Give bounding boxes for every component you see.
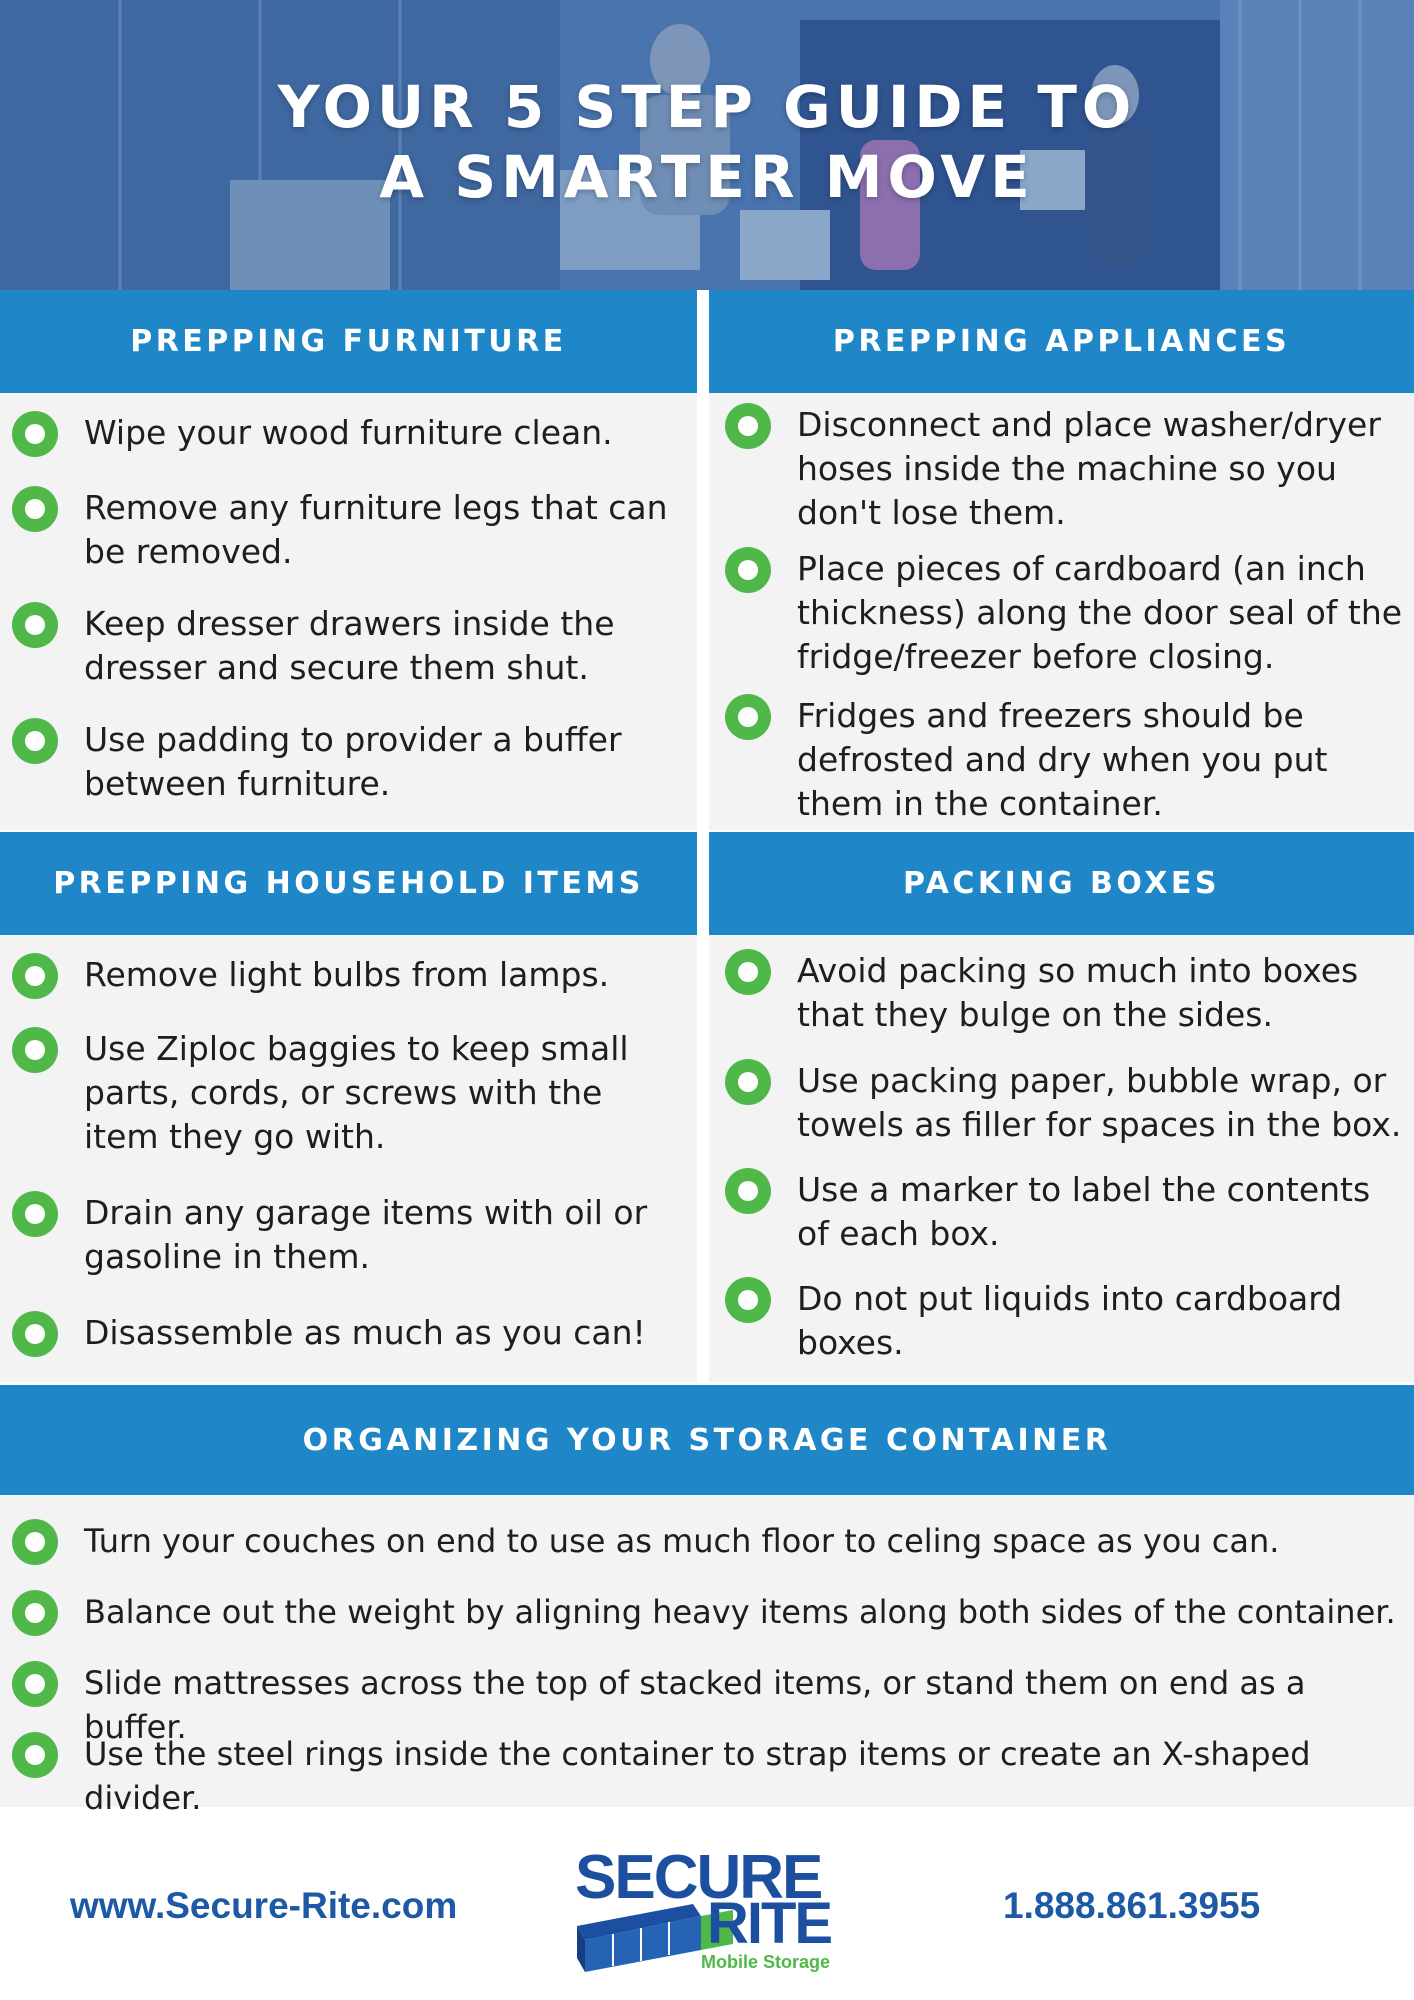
list-item-text: Use padding to provider a buffer between furniture. — [84, 720, 622, 803]
list-item-text: Use a marker to label the contents of each box. — [797, 1170, 1371, 1253]
list-item — [725, 1168, 1405, 1256]
list-item — [12, 411, 682, 457]
logo-tagline: Mobile Storage — [701, 1952, 831, 1972]
section-header-appliances — [709, 290, 1414, 393]
section-panel-household — [0, 935, 697, 1382]
section-panel-storage — [0, 1495, 1414, 1817]
list-item — [12, 718, 682, 806]
check-circle-icon — [725, 403, 771, 449]
hero-banner — [0, 0, 1414, 290]
phone-link[interactable]: 1.888.861.3955 — [1003, 1885, 1261, 1926]
logo-word-secure: SECURE — [575, 1843, 822, 1912]
section-title-storage: ORGANIZING YOUR STORAGE CONTAINER — [302, 1422, 1112, 1458]
list-item-text: Disconnect and place washer/dryer hoses inside the machine so you don't lose them. — [797, 405, 1381, 532]
check-circle-icon — [725, 949, 771, 995]
secure-rite-logo — [573, 1843, 838, 1976]
check-circle-icon — [12, 1311, 58, 1357]
check-circle-icon — [12, 953, 58, 999]
check-circle-icon — [725, 547, 771, 593]
check-circle-icon — [12, 411, 58, 457]
list-item-text: Drain any garage items with oil or gasoline in them. — [84, 1193, 648, 1276]
list-item-text: Place pieces of cardboard (an inch thickness) along the door seal of the fridge/freezer before closing. — [797, 549, 1403, 676]
list-item — [12, 1590, 1407, 1636]
list-item-text: Fridges and freezers should be defrosted and dry when you put them in the container. — [797, 696, 1328, 823]
list-item-text: Keep dresser drawers inside the dresser and secure them shut. — [84, 604, 615, 687]
check-circle-icon — [12, 1732, 58, 1778]
list-item-text: Disassemble as much as you can! — [84, 1313, 646, 1352]
list-item — [12, 953, 682, 999]
list-item — [725, 949, 1405, 1037]
section-panel-furniture — [0, 393, 697, 830]
section-header-household — [0, 832, 697, 935]
check-circle-icon — [725, 1168, 771, 1214]
section-header-furniture — [0, 290, 697, 393]
section-panel-boxes — [709, 935, 1414, 1382]
list-item-text: Turn your couches on end to use as much floor to celing space as you can. — [84, 1522, 1280, 1560]
check-circle-icon — [12, 1191, 58, 1237]
list-item — [725, 1277, 1405, 1365]
check-circle-icon — [12, 1519, 58, 1565]
section-title-boxes: PACKING BOXES — [902, 866, 1221, 901]
list-item — [12, 1519, 1407, 1565]
list-item — [12, 1191, 682, 1279]
list-item — [725, 1059, 1405, 1147]
list-item-text: Do not put liquids into cardboard boxes. — [797, 1279, 1343, 1362]
list-item — [725, 403, 1405, 535]
check-circle-icon — [12, 1590, 58, 1636]
list-item — [12, 1732, 1407, 1820]
check-circle-icon — [12, 1661, 58, 1707]
list-item — [725, 547, 1405, 679]
logo-word-rite: RITE — [707, 1891, 832, 1956]
section-title-appliances: PREPPING APPLIANCES — [832, 324, 1291, 359]
list-item-text: Slide mattresses across the top of stacked items, or stand them on end as a buffer. — [84, 1664, 1306, 1746]
page-title-line-2: A SMARTER MOVE — [379, 143, 1035, 211]
page-title — [0, 72, 1414, 212]
list-item-text: Wipe your wood furniture clean. — [84, 413, 613, 452]
check-circle-icon — [12, 486, 58, 532]
list-item-text: Use packing paper, bubble wrap, or towels as filler for spaces in the box. — [797, 1061, 1402, 1144]
section-title-furniture: PREPPING FURNITURE — [130, 324, 567, 359]
list-item-text: Remove light bulbs from lamps. — [84, 955, 610, 994]
check-circle-icon — [12, 718, 58, 764]
check-circle-icon — [12, 602, 58, 648]
list-item — [12, 602, 682, 690]
page-title-line-1: YOUR 5 STEP GUIDE TO — [277, 73, 1137, 141]
list-item — [12, 1311, 682, 1357]
list-item-text: Use Ziploc baggies to keep small parts, cords, or screws with the item they go with. — [84, 1029, 629, 1156]
section-header-boxes — [709, 832, 1414, 935]
section-header-storage — [0, 1385, 1414, 1495]
check-circle-icon — [725, 1277, 771, 1323]
section-title-household: PREPPING HOUSEHOLD ITEMS — [53, 866, 644, 901]
list-item-text: Avoid packing so much into boxes that they bulge on the sides. — [797, 951, 1359, 1034]
check-circle-icon — [725, 694, 771, 740]
list-item — [725, 694, 1405, 826]
list-item-text: Balance out the weight by aligning heavy items along both sides of the container. — [84, 1593, 1396, 1631]
list-item-text: Remove any furniture legs that can be removed. — [84, 488, 668, 571]
list-item-text: Use the steel rings inside the container to strap items or create an X-shaped divider. — [84, 1735, 1311, 1817]
list-item — [12, 1027, 682, 1159]
list-item — [12, 486, 682, 574]
website-link[interactable]: www.Secure-Rite.com — [70, 1885, 458, 1926]
check-circle-icon — [12, 1027, 58, 1073]
section-panel-appliances — [709, 393, 1414, 830]
check-circle-icon — [725, 1059, 771, 1105]
